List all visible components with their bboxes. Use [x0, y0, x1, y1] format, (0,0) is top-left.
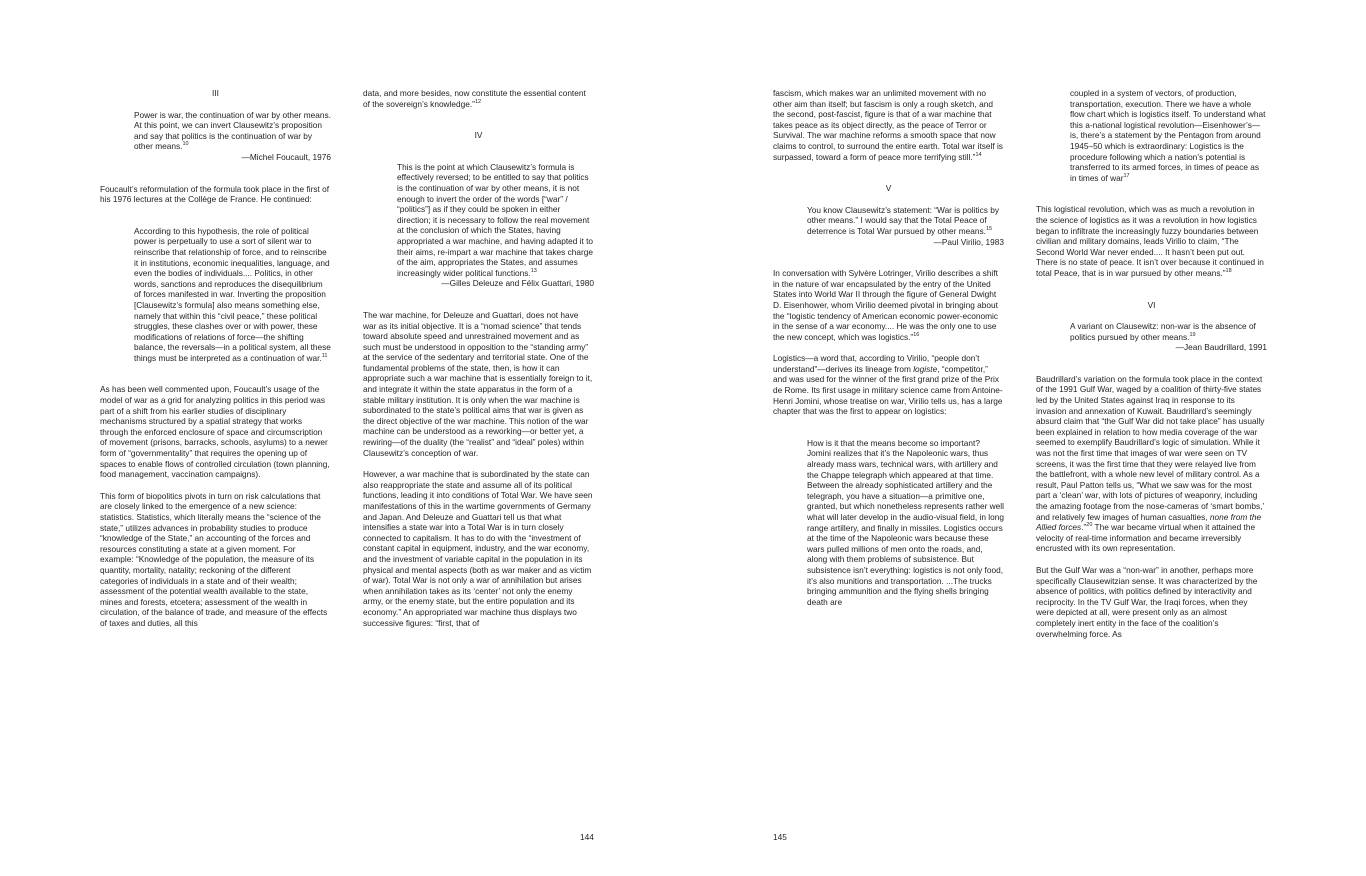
paragraph [363, 88, 594, 109]
footnote-ref[interactable]: 20 [1086, 522, 1093, 529]
paragraph: However, a war machine that is subordinated by the state can also reappropriate the state and assume all of its political functions, leading it into conditions of Total War. We have seen manifestations of this in the wartime governments of Germany and Japan. And Deleuze and Guattari tell us that what intensifies a state war into a Total War is in turn closely connected to capitalism. It has to do with the “investment of constant capital in equipment, industry, and the war economy, and the investment of variable capital in the population in its physical and mental aspects (both as war maker and as victim of war). Total War is not only a war of annihilation but arises when annihilation takes as its ‘center’ not only the enemy army, or the enemy state, but the entire population and its economy.” An appropriated war machine thus displays two successive figures: “first, that of [363, 469, 593, 628]
paragraph-text: data, and more besides, now constitute the essential content of the sovereign’s knowledge.” [363, 88, 586, 109]
section-number-iii: III [212, 88, 219, 98]
column-1 [100, 88, 331, 640]
footnote-ref[interactable]: 18 [1225, 268, 1232, 275]
footnote-ref[interactable]: 15 [985, 226, 993, 233]
epigraph-attribution: —Michel Foucault, 1976 [241, 151, 331, 162]
section-number-vi: VI [1147, 299, 1156, 310]
paragraph: But the Gulf War was a “non-war” in another, perhaps more specifically Clausewitzian sense. It was characterized by the absence of politics, with politics defined by interactivity and reciprocity. In the TV Gulf War, the Iraqi forces, when they were depicted at all, were present only as an almost completely inert entity in the face of the coalition’s overwhelming force. As [1036, 564, 1258, 639]
section-number-v: V [885, 183, 892, 194]
footnote-ref[interactable]: 19 [1189, 331, 1196, 338]
block-quote [134, 226, 331, 364]
epigraph-attribution: —Gilles Deleuze and Félix Guattari, 1980 [441, 278, 594, 289]
paragraph-text: The war became virtual when it attained the velocity of real-time information and became irreversibly encrusted with its own representation. [1036, 522, 1256, 554]
paragraph-text: Baudrillard’s variation on the formula took place in the context of the 1991 Gulf War, waged by a coalition of thirty-five states led by the United States against Iraq in response to its invasion and annexation of Kuwait. Baudrillard’s seemingly absurd claim that “the Gulf War did not take place” has usually been explained in relation to how media coverage of the war seemed to exemplify Baudrillard’s logic of simulation. While it was not the first time that images of war were seen on TV screens, it was the first time that they were relayed live from the battlefront, with a whole new level of military control. As a result, Paul Patton tells us, “What we saw was for the most part a ‘clean’ war, with lots of pictures of weaponry, including the amazing footage from the nose-cameras of ‘smart bombs,’ and relatively few images of human casualties, [1036, 373, 1265, 522]
paragraph: Foucault’s reformulation of the formula took place in the first of his 1976 lectures at the Collège de France. He continued: [100, 183, 330, 205]
paragraph [773, 353, 1004, 417]
footnote-ref[interactable]: 11 [321, 353, 328, 360]
paragraph-text: Logistics—a word that, according to Virilio, “people don’t understand”—derives its lineage from [773, 353, 980, 374]
section-number-iv: IV [474, 130, 483, 141]
block-quote-text: According to this hypothesis, the role of political power is perpetually to use a sort of silent war to reinscribe that relationship of force, and to reinscribe it in institutions, economic inequalities, language, and even the bodies of individuals.... Politics, in other words, sanctions and reproduces the disequilibrium of forces manifested in war. Inverting the proposition [Clausewitz’s formula] also means something else, namely that within this “civil peace,” these political struggles, these clashes over or with power, these modifications of relations of force—the shifting balance, the reversals—in a political system, all these things must be interpreted as a continuation of war. [134, 225, 331, 363]
paragraph-text: .” [1081, 522, 1087, 533]
epigraph-text: You know Clausewitz’s statement: “War is politics by other means.” I would say that the Total Peace of deterrence is Total War pursued by other means. [807, 204, 999, 236]
footnote-ref[interactable]: 10 [182, 141, 189, 148]
footnote-ref[interactable]: 14 [975, 151, 982, 158]
italic-phrase: none from the Allied forces [1036, 511, 1262, 533]
epigraph-baudrillard [1070, 321, 1267, 353]
page-number-right: 145 [773, 832, 787, 842]
epigraph-foucault [134, 110, 331, 163]
footnote-ref[interactable]: 16 [913, 331, 920, 338]
paragraph-text: In conversation with Sylvère Lotringer, Virilio describes a shift in the nature of war encapsulated by the entry of the United States into World War II through the figure of General Dwight D. Eisenhower, whom Virilio deemed pivotal in bringing about the “logistic tendency of American economic power-economic in the sense of a war economy.... He was the only one to use the new concept, which was logistics.” [773, 268, 999, 342]
paragraph-text: , “competitor,” and was used for the winner of the first grand prize of the Prix de Rome. Its first usage in military science came from Antoine-Henri Jomini, whose treatise on war, Virilio tells us, has a large chapter that was the first to appear on logistics: [773, 363, 1003, 417]
paragraph [773, 268, 1004, 342]
paragraph: As has been well commented upon, Foucault’s usage of the model of war as a grid for analyzing politics in this period was part of a shift from his earlier studies of disciplinary mechanisms structured by a spatial strategy that works through the enforced enclosure of space and circumscription of movement (prisons, barracks, schools, asylums) to a newer form of “governmentality” that requires the opening up of spaces to enable flows of controlled circulation (town planning, food management, vaccination campaigns). [100, 384, 330, 480]
epigraph-virilio [807, 205, 1004, 247]
paragraph-text: This logistical revolution, which was as much a revolution in the science of logistics as it was a revolution in how logistics began to infiltrate the increasingly fuzzy boundaries between civilian and military domains, leads Virilio to claim, “The Second World War never ended.... It hasn’t been put out. There is no state of peace. It isn’t over because it continued in total Peace, that is in war pursued by other means.” [1036, 204, 1264, 278]
paragraph-text: fascism, which makes war an unlimited movement with no other aim than itself; but fascism is only a rough sketch, and the second, post-fascist, figure is that of a war machine that takes peace as its object directly, as the peace of Terror or Survival. The war machine reforms a smooth space that now claims to control, to surround the entire earth. Total war itself is surpassed, toward a form of peace more terrifying still.” [773, 88, 1003, 162]
epigraph-attribution: —Jean Baudrillard, 1991 [1175, 342, 1267, 353]
italic-term: logiste [913, 363, 938, 374]
column-3 [773, 88, 1004, 618]
block-quote-text: coupled in a system of vectors, of production, transportation, execution. There we have a whole flow chart which is logistics itself. To understand what this a-national logistical revolution—Eisenhower’s—is, there’s a statement by the Pentagon from around 1945–50 which is extraordinary: Logistics is the procedure following which a nation’s potential is transferred to its armed forces, in times of peace as in times of war [1070, 88, 1266, 183]
paragraph: The war machine, for Deleuze and Guattari, does not have war as its initial objective. It is a “nomad science” that tends toward absolute speed and unrestrained movement and as such must be understood in opposition to the “standing army” at the service of the sedentary and territorial state. One of the fundamental problems of the state, then, is how it can appropriate such a war machine that is essentially foreign to it, and integrate it within the state apparatus in the form of a stable military institution. It is only when the war machine is subordinated to the state’s political aims that war is given as the direct objective of the war machine. This notion of the war machine can be understood as a reworking—or better yet, a rewiring—of the duality (the “realist” and “ideal” poles) within Clausewitz’s conception of war. [363, 309, 593, 458]
epigraph-text: A variant on Clausewitz: non-war is the absence of politics pursued by other means. [1070, 321, 1256, 342]
block-quote-continued [1070, 88, 1267, 183]
paragraph [1036, 374, 1267, 554]
paragraph [1036, 204, 1267, 278]
epigraph-attribution: —Paul Virilio, 1983 [933, 236, 1004, 247]
column-4 [1036, 88, 1267, 650]
paragraph [773, 88, 1004, 162]
epigraph-text: Power is war, the continuation of war by other means. At this point, we can invert Clausewitz’s proposition and say that politics is the continuation of war by other means. [134, 109, 331, 152]
footnote-ref[interactable]: 12 [474, 98, 482, 105]
footnote-ref[interactable]: 17 [1123, 172, 1130, 179]
paragraph: This form of biopolitics pivots in turn on risk calculations that are closely linked to the emergence of a new science: statistics. Statistics, which literally means the “science of the state,” utilizes advances in probability studies to produce “knowledge of the State,” an accounting of the forces and resources constituting a state at a given moment. For example: “Knowledge of the population, the measure of its quantity, mortality, natality; reckoning of the different categories of individuals in a state and of their wealth; assessment of the potential wealth available to the state, mines and forests, etcetera; assessment of the wealth in circulation, of the balance of trade, and measure of the effects of taxes and duties, all this [100, 490, 328, 628]
footnote-ref[interactable]: 13 [530, 267, 537, 274]
epigraph-deleuze-guattari [397, 162, 594, 289]
column-2 [363, 88, 594, 639]
block-quote: How is it that the means become so important? Jomini realizes that it’s the Napoleonic wars, thus already mass wars, technical wars, with artillery and the Chappe telegraph which appeared at that time. Between the already sophisticated artillery and the telegraph, you have a situation—a primitive one, granted, but which nonetheless represents rather well what will later develop in the audio-visual field, in long range artillery, and finally in missiles. Logistics occurs at the time of the Napoleonic wars because these wars pulled millions of men onto the roads, and, along with them problems of subsistence. But subsistence isn’t everything: logistics is not only food, it’s also munitions and transportation. ...The trucks bringing ammunition and the flying shells bringing death are [807, 437, 1004, 607]
page-number-left: 144 [580, 832, 594, 842]
epigraph-text: This is the point at which Clausewitz’s formula is effectively reversed; to be entitled to say that politics is the continuation of war by other means, it is not enough to invert the order of the words [“war” / “politics”] as if they could be spoken in either direction; it is necessary to follow the real movement at the conclusion of which the States, having appropriated a war machine, and having adapted it to their aims, re-impart a war machine that takes charge of the aim, appropriates the States, and assumes increasingly wider political functions. [397, 161, 594, 278]
